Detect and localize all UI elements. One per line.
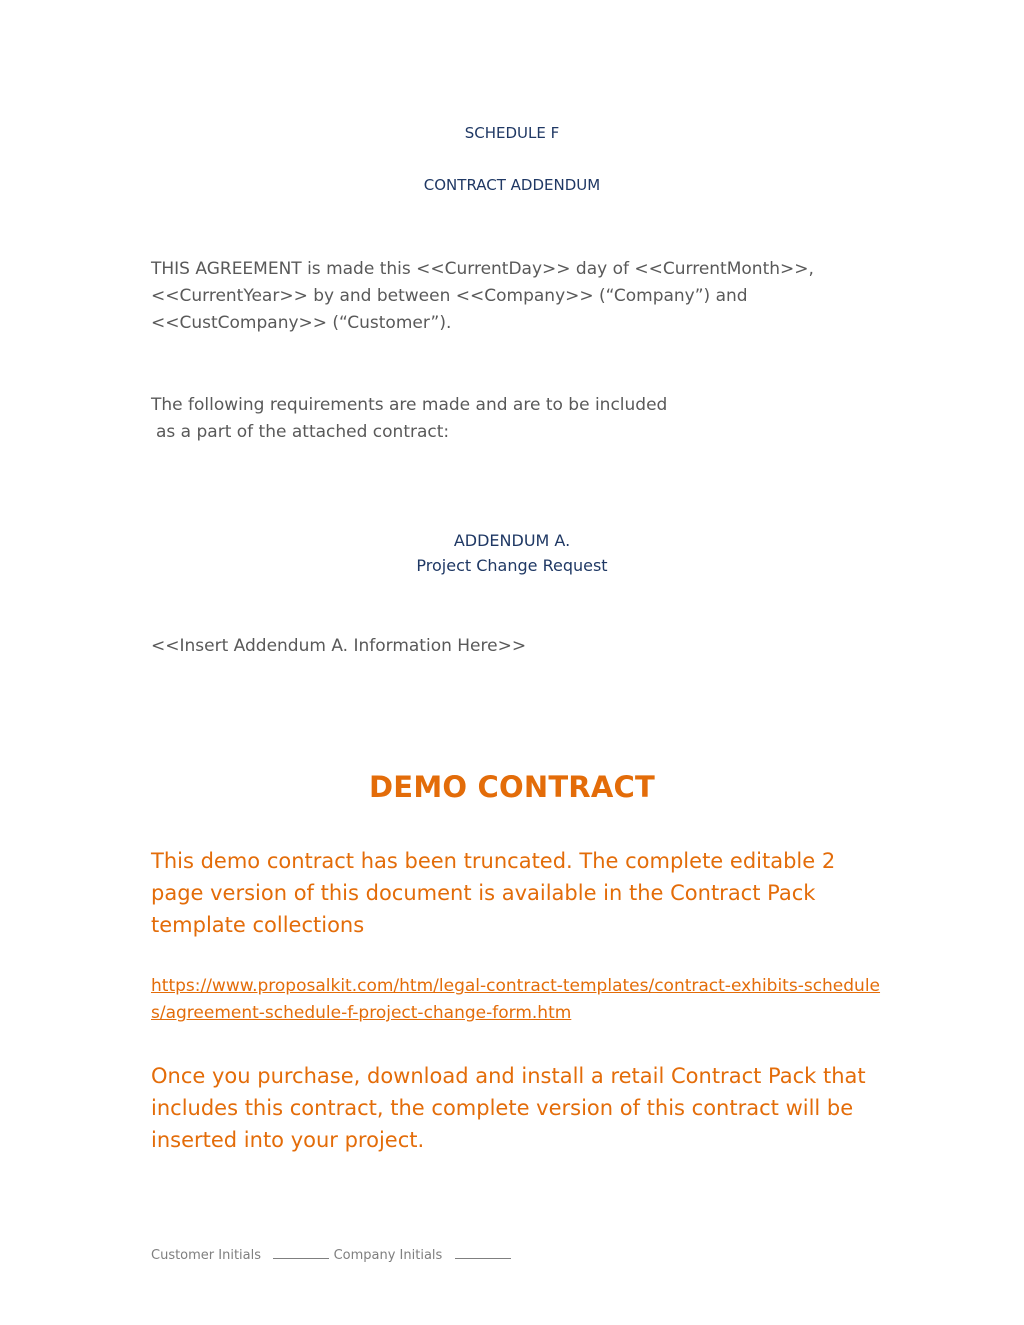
company-initials-blank bbox=[455, 1246, 511, 1259]
requirements-line-1: The following requirements are made and are to be included bbox=[151, 395, 668, 415]
addendum-a-heading-block bbox=[0, 528, 1024, 578]
demo-truncated-notice: This demo contract has been truncated. The complete editable 2 page version of this document is available in the Contract Pack template collections bbox=[151, 849, 836, 937]
company-initials-label: Company Initials bbox=[333, 1248, 443, 1263]
agreement-paragraph: THIS AGREEMENT is made this <<CurrentDay>> day of <<CurrentMonth>>, <<CurrentYear>> by and between <<Company>> (“Company”) and <<CustCompany>> (“Customer”). bbox=[151, 259, 814, 333]
requirements-line-2: as a part of the attached contract: bbox=[156, 422, 450, 442]
initials-footer bbox=[151, 1246, 511, 1263]
schedule-title: SCHEDULE F bbox=[464, 124, 560, 142]
document-title: CONTRACT ADDENDUM bbox=[423, 176, 601, 194]
addendum-a-heading: ADDENDUM A. bbox=[453, 531, 571, 550]
customer-initials-label: Customer Initials bbox=[151, 1248, 262, 1263]
demo-contract-heading: DEMO CONTRACT bbox=[369, 770, 655, 804]
addendum-a-placeholder: <<Insert Addendum A. Information Here>> bbox=[151, 636, 527, 656]
requirements-paragraph bbox=[151, 392, 891, 446]
addendum-a-subheading: Project Change Request bbox=[416, 556, 608, 575]
demo-purchase-notice: Once you purchase, download and install a retail Contract Pack that includes this contract, the complete version of this contract will be inserted into your project. bbox=[151, 1064, 866, 1152]
product-page-link[interactable]: https://www.proposalkit.com/htm/legal-contract-templates/contract-exhibits-schedules/agreement-schedule-f-project-change-form.htm bbox=[151, 976, 881, 1023]
customer-initials-blank bbox=[273, 1246, 329, 1259]
